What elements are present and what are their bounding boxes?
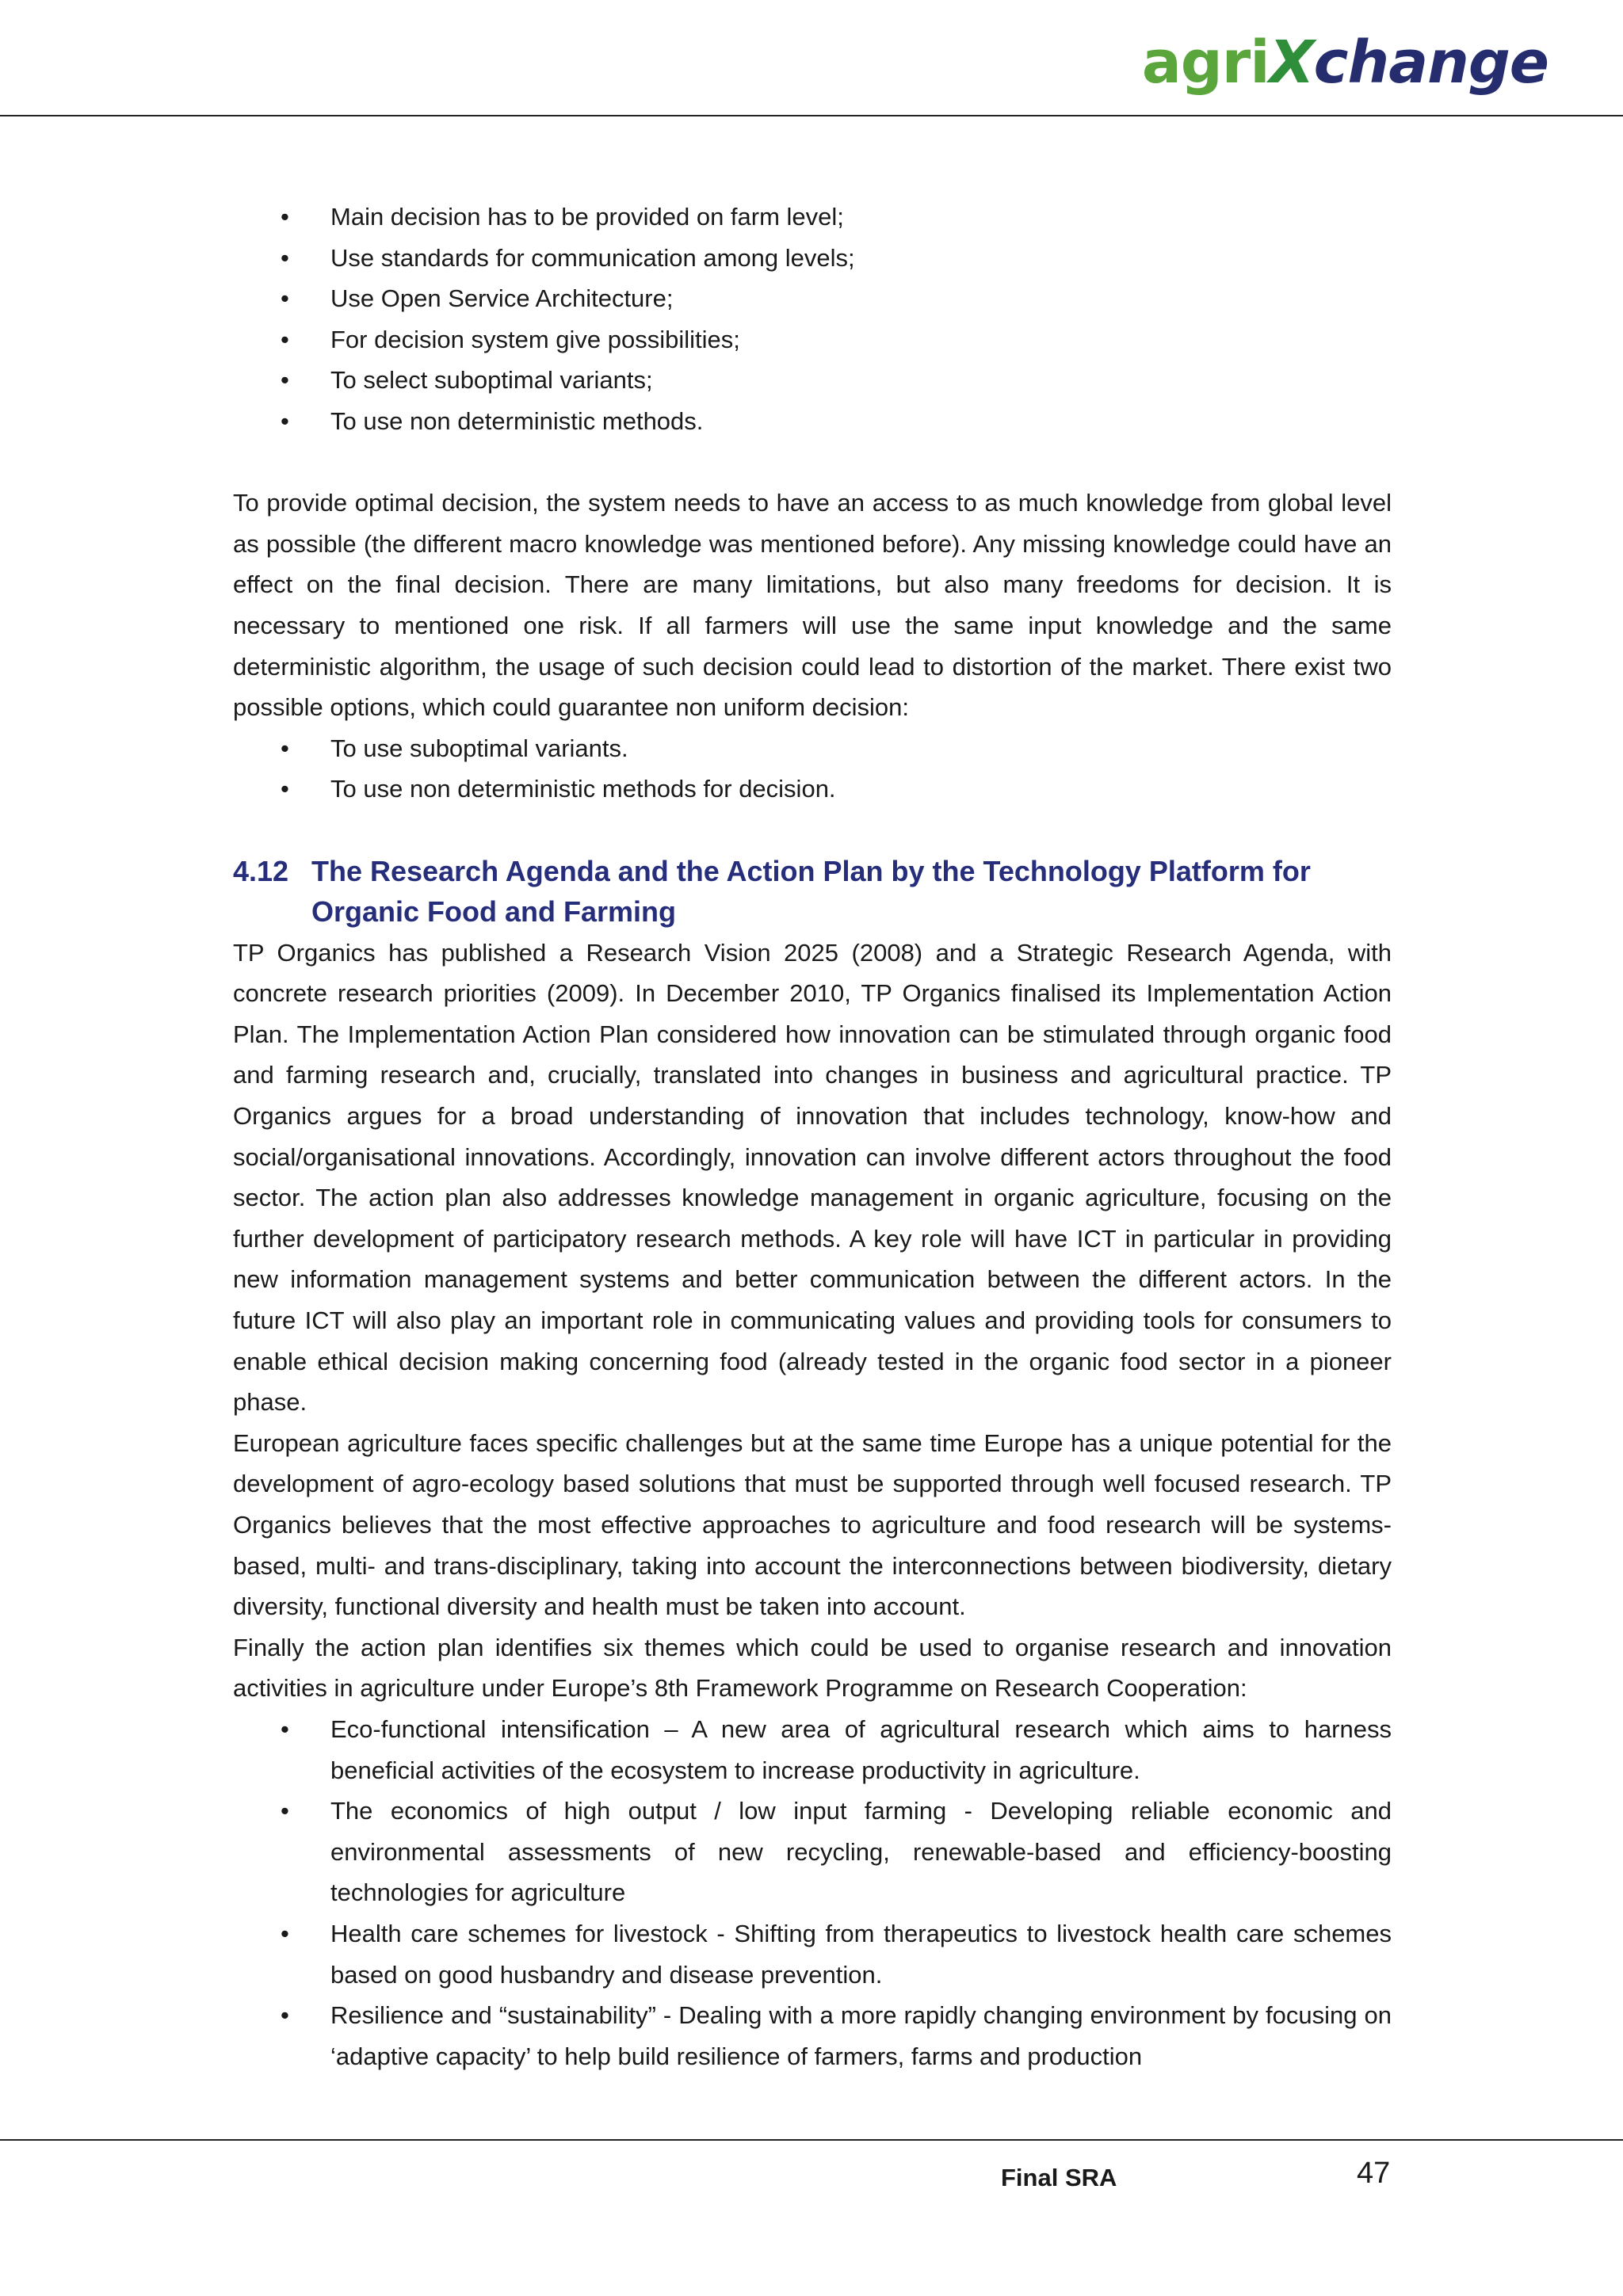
bullet-icon: •: [281, 284, 289, 313]
logo-change: change: [1313, 29, 1549, 97]
section-heading: [233, 851, 1392, 933]
bullet-icon: •: [281, 325, 289, 353]
section-number: 4.12: [233, 854, 289, 887]
header-divider: [0, 115, 1623, 116]
list-item: • For decision system give possibilities;: [233, 319, 1392, 360]
section-title: The Research Agenda and the Action Plan by the Technology Platform for Organic Food and Farming: [311, 854, 1311, 929]
bullet-icon: •: [281, 203, 289, 231]
logo-agri: agri: [1141, 29, 1270, 97]
decision-requirements-list: [233, 196, 1392, 442]
non-uniform-options-list: [233, 728, 1392, 810]
bullet-icon: •: [281, 1714, 289, 1743]
bullet-icon: •: [281, 366, 289, 395]
tp-organics-paragraph: TP Organics has published a Research Vision 2025 (2008) and a Strategic Research Agenda, with concrete research priorities (2009). In December 2010, TP Organics finalised its Implementation Action Plan. The Implementation Action Plan considered how innovation can be stimulated through organic food and farming research and, crucially, translated into changes in business and agricultural practice. TP Organics argues for a broad understanding of innovation that includes technology, know-how and social/organisational innovations. Accordingly, innovation can involve different actors throughout the food sector. The action plan also addresses knowledge management in organic agriculture, focusing on the further development of participatory research methods. A key role will have ICT in particular in providing new information management systems and better communication between the different actors. In the future ICT will also play an important role in communicating values and providing tools for consumers to enable ethical decision making concerning food (already tested in the organic food sector in a pioneer phase.: [233, 938, 1392, 1417]
list-item: • To use suboptimal variants.: [233, 728, 1392, 769]
bullet-icon: •: [281, 1919, 289, 1947]
bullet-icon: •: [281, 734, 289, 762]
bullet-icon: •: [281, 406, 289, 435]
list-item: • To use non deterministic methods for decision.: [233, 769, 1392, 810]
list-item: • Eco-functional intensification – A new area of agricultural research which aims to harness beneficial activities of the ecosystem to increase productivity in agriculture.: [233, 1709, 1392, 1791]
footer-label: Final SRA: [1001, 2164, 1117, 2191]
list-item: • Resilience and “sustainability” - Dealing with a more rapidly changing environment by focusing on ‘adaptive capacity’ to help build resilience of farmers, farms and production: [233, 1995, 1392, 2077]
action-plan-themes-paragraph: Finally the action plan identifies six themes which could be used to organise research and innovation activities in agriculture under Europe’s 8th Framework Programme on Research Cooperation:: [233, 1633, 1392, 1703]
page-number: 47: [1357, 2157, 1391, 2190]
list-item: • The economics of high output / low input farming - Developing reliable economic and environmental assessments of new recycling, renewable-based and efficiency-boosting technologies for agriculture: [233, 1791, 1392, 1913]
optimal-decision-paragraph: To provide optimal decision, the system needs to have an access to as much knowledge from global level as possible (the different macro knowledge was mentioned before). Any missing knowledge could have an effect on the final decision. There are many limitations, but also many freedoms for decision. It is necessary to mentioned one risk. If all farmers will use the same input knowledge and the same deterministic algorithm, the usage of such decision could lead to distortion of the market. There exist two possible options, which could guarantee non uniform decision:: [233, 489, 1392, 722]
research-themes-list: [233, 1709, 1392, 2077]
list-item: • Use standards for communication among levels;: [233, 238, 1392, 279]
bullet-icon: •: [281, 1797, 289, 1825]
list-item: • To select suboptimal variants;: [233, 360, 1392, 401]
list-item: • Use Open Service Architecture;: [233, 278, 1392, 319]
list-item: • Health care schemes for livestock - Shifting from therapeutics to livestock health care schemes based on good husbandry and disease prevention.: [233, 1913, 1392, 1995]
page-content: [233, 196, 1392, 2077]
european-agriculture-paragraph: European agriculture faces specific challenges but at the same time Europe has a unique potential for the development of agro-ecology based solutions that must be supported through well focused research. TP Organics believes that the most effective approaches to agriculture and food research will be systems-based, multi- and trans-disciplinary, taking into account the interconnections between biodiversity, dietary diversity, functional diversity and health must be taken into account.: [233, 1428, 1392, 1621]
footer-divider: [0, 2139, 1623, 2141]
list-item: • To use non deterministic methods.: [233, 401, 1392, 442]
list-item: • Main decision has to be provided on farm level;: [233, 196, 1392, 238]
agrixchange-logo: [1141, 29, 1549, 97]
bullet-icon: •: [281, 243, 289, 272]
bullet-icon: •: [281, 775, 289, 803]
logo-x: X: [1269, 29, 1314, 97]
bullet-icon: •: [281, 2001, 289, 2030]
